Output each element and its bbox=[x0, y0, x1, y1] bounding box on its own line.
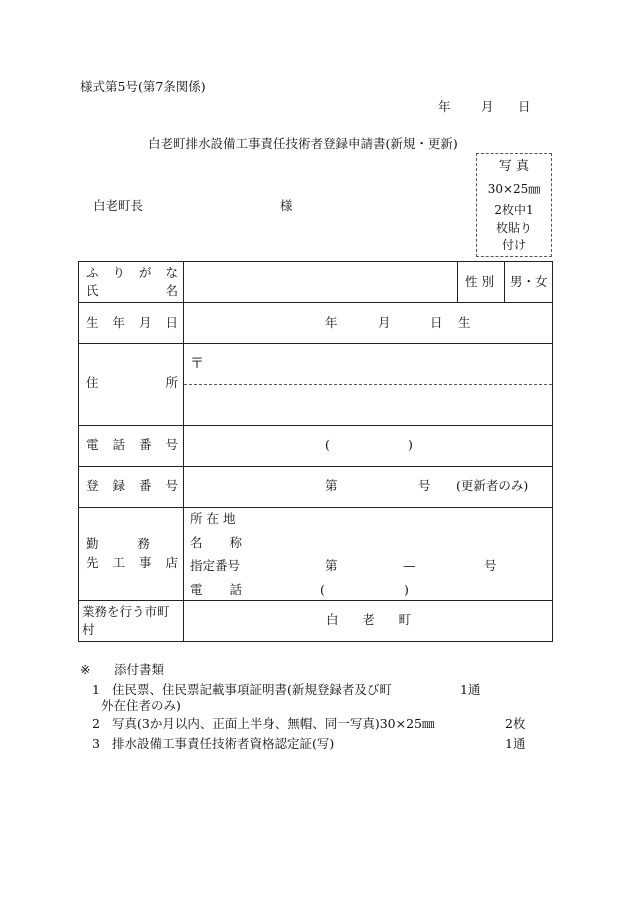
name-input[interactable] bbox=[185, 263, 455, 300]
employer-location-label: 所 在 地 bbox=[190, 511, 236, 526]
attachment-3-num: 3 bbox=[92, 736, 100, 751]
date-year: 年 bbox=[438, 99, 451, 114]
employer-designation-dash: — bbox=[403, 558, 416, 573]
phone-char-3: 番 bbox=[138, 437, 152, 452]
municipality-char-2: 老 bbox=[362, 612, 375, 627]
reg-note: (更新者のみ) bbox=[456, 478, 529, 493]
attachments-heading: 添付書類 bbox=[114, 662, 165, 677]
employer-char-1: 勤 bbox=[86, 536, 99, 551]
phone-open-paren: ( bbox=[325, 437, 330, 452]
postal-mark: 〒 bbox=[190, 356, 204, 372]
phone-char-1: 電 bbox=[86, 437, 99, 452]
gender-label: 性 別 bbox=[465, 274, 494, 289]
furigana-char-4: な bbox=[165, 265, 178, 280]
birth-year: 年 bbox=[325, 315, 338, 330]
reg-suffix: 号 bbox=[418, 478, 431, 493]
employer-name-char-2: 称 bbox=[229, 535, 242, 550]
birth-char-2: 年 bbox=[112, 315, 125, 330]
reg-label bbox=[86, 480, 178, 493]
reg-char-2: 録 bbox=[112, 478, 125, 493]
birth-month: 月 bbox=[378, 315, 391, 330]
photo-size: 30×25㎜ bbox=[487, 181, 541, 196]
attachment-2-count: 2枚 bbox=[505, 716, 526, 731]
employer-designation-label: 指定番号 bbox=[190, 558, 241, 573]
birth-char-4: 日 bbox=[165, 315, 178, 330]
employer-name-char-1: 名 bbox=[190, 535, 203, 550]
attachment-2-text: 写真(3か月以内、正面上半身、無帽、同一写真)30×25㎜ bbox=[112, 716, 435, 731]
attachment-3-text: 排水設備工事責任技術者資格認定証(写) bbox=[112, 736, 335, 751]
attachment-2-num: 2 bbox=[92, 716, 100, 731]
employer-designation-suffix: 号 bbox=[484, 558, 497, 573]
attachment-1-count: 1通 bbox=[460, 682, 481, 697]
attachments-mark: ※ bbox=[80, 662, 91, 677]
reg-char-3: 番 bbox=[138, 478, 152, 493]
employer-char-6: 店 bbox=[165, 555, 178, 570]
employer-char-5: 事 bbox=[138, 555, 152, 570]
employer-char-2: 務 bbox=[137, 536, 150, 551]
date-month: 月 bbox=[481, 99, 494, 114]
birth-char-3: 月 bbox=[138, 315, 152, 330]
reg-char-1: 登 bbox=[86, 478, 99, 493]
name-char-2: 名 bbox=[165, 283, 178, 298]
employer-label-line2 bbox=[86, 557, 178, 570]
attachment-1-num: 1 bbox=[92, 682, 100, 697]
form-number: 様式第5号(第7条関係) bbox=[80, 79, 206, 94]
photo-label: 写 真 bbox=[498, 159, 530, 174]
phone-close-paren: ) bbox=[408, 437, 413, 452]
gender-value[interactable]: 男・女 bbox=[510, 274, 548, 289]
phone-label bbox=[86, 439, 178, 452]
municipality-char-3: 町 bbox=[398, 612, 411, 627]
employer-designation-prefix: 第 bbox=[325, 558, 338, 573]
address-char-2: 所 bbox=[165, 375, 178, 390]
employer-phone-label bbox=[190, 584, 242, 597]
employer-label-line1 bbox=[86, 538, 150, 551]
document-title: 白老町排水設備工事責任技術者登録申請書(新規・更新) bbox=[148, 136, 458, 151]
employer-char-3: 先 bbox=[86, 555, 99, 570]
municipality-label-line2: 村 bbox=[82, 622, 95, 637]
employer-phone-open-paren: ( bbox=[320, 582, 325, 597]
name-char-1: 氏 bbox=[86, 283, 99, 298]
phone-char-4: 号 bbox=[165, 437, 178, 452]
reg-char-4: 号 bbox=[165, 478, 178, 493]
name-label bbox=[86, 285, 178, 298]
phone-char-2: 話 bbox=[112, 437, 125, 452]
municipality-char-1: 白 bbox=[326, 612, 339, 627]
photo-note-1: 2枚中1 bbox=[494, 203, 534, 218]
municipality-label-line1: 業務を行う市町 bbox=[82, 604, 170, 619]
photo-note-2: 枚貼り bbox=[495, 220, 532, 235]
employer-phone-char-1: 電 bbox=[190, 582, 203, 597]
attachment-1-text-cont: 外在住者のみ) bbox=[101, 698, 181, 713]
municipality-value bbox=[326, 614, 411, 627]
birth-char-1: 生 bbox=[86, 315, 99, 330]
photo-note-3: 付け bbox=[501, 238, 526, 253]
address-label bbox=[86, 377, 178, 390]
furigana-char-1: ふ bbox=[86, 265, 99, 280]
employer-char-4: 工 bbox=[112, 555, 125, 570]
birth-label bbox=[86, 317, 178, 330]
employer-phone-char-2: 話 bbox=[229, 582, 242, 597]
address-char-1: 住 bbox=[86, 375, 99, 390]
furigana-char-2: り bbox=[112, 265, 125, 280]
attachment-3-count: 1通 bbox=[505, 736, 526, 751]
birth-suffix: 生 bbox=[458, 315, 471, 330]
reg-prefix: 第 bbox=[325, 478, 338, 493]
photo-box bbox=[476, 153, 552, 257]
birth-day: 日 bbox=[430, 315, 443, 330]
addressee-name: 白老町長 bbox=[93, 198, 144, 213]
employer-phone-close-paren: ) bbox=[404, 582, 409, 597]
date-day: 日 bbox=[518, 99, 531, 114]
furigana-label bbox=[86, 267, 178, 280]
attachment-1-text: 住民票、住民票記載事項証明書(新規登録者及び町 bbox=[112, 682, 392, 697]
addressee-honorific: 様 bbox=[280, 198, 293, 213]
furigana-char-3: が bbox=[138, 265, 152, 280]
employer-name-label bbox=[190, 537, 242, 550]
